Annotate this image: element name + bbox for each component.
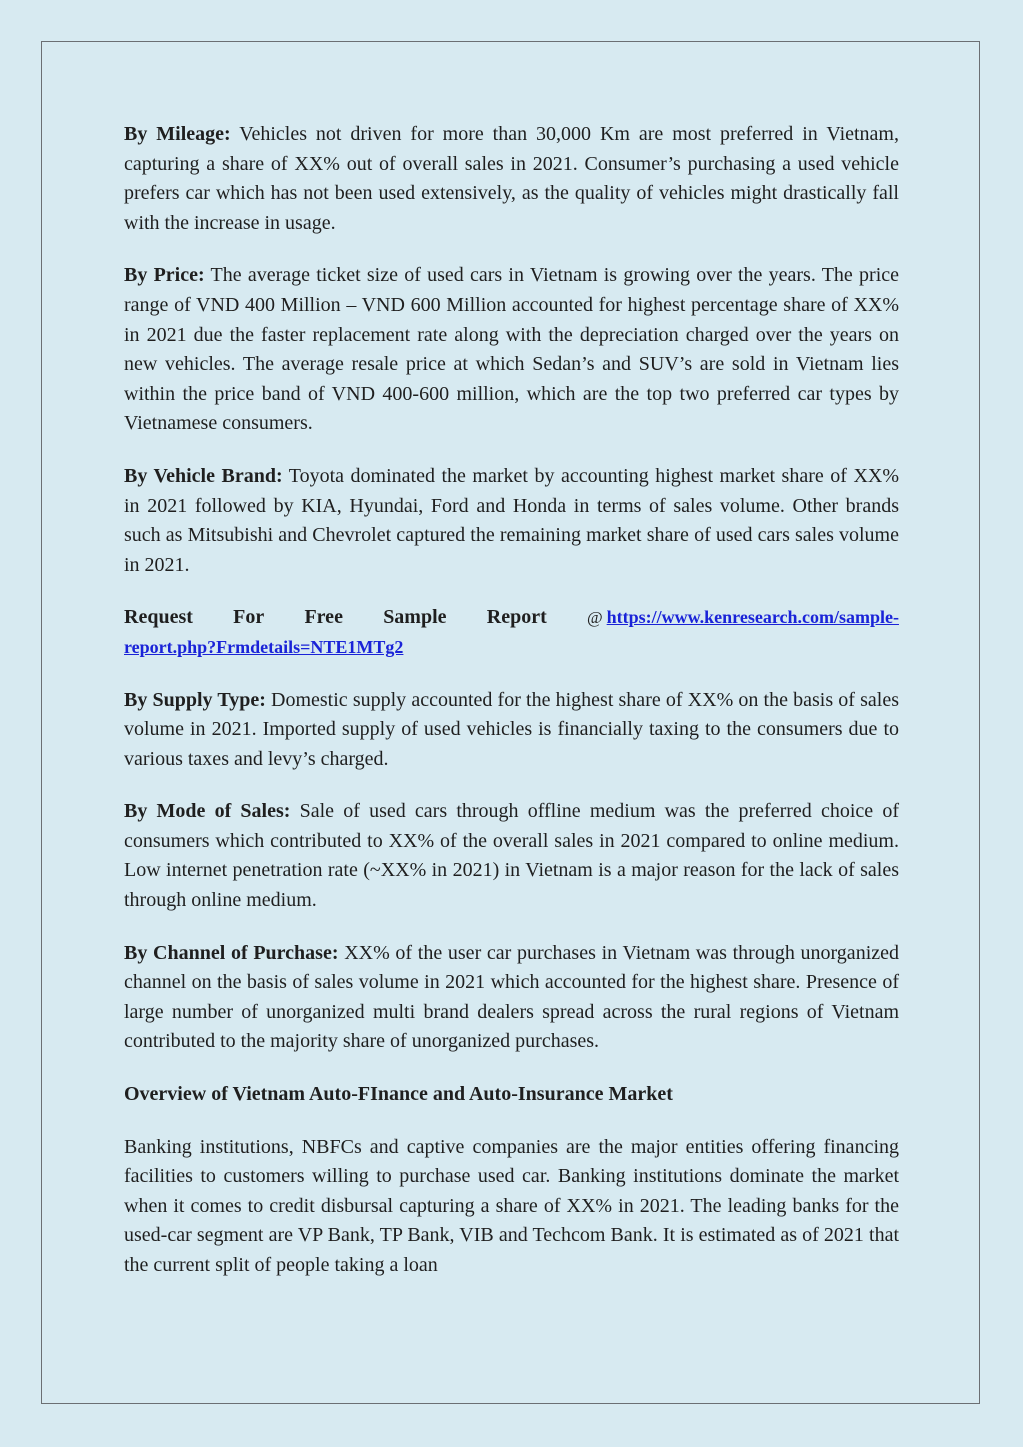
text-by-price: The average ticket size of used cars in Vietnam is growing over the years. The price range of VND 400 Million – VND 600 Million accounted for highest percentage share of XX% in 2021 due the faster replacement rate along with the depreciation charged over the years on new vehicles. The average resale price at which Sedan’s and SUV’s are sold in Vietnam lies within the price band of VND 400-600 million, which are the top two preferred car types by Vietnamese consumers. xyxy=(124,264,899,435)
label-by-supply-type: By Supply Type: xyxy=(124,688,266,711)
text-by-supply-type: Domestic supply accounted for the highest share of XX% on the basis of sales volume in 2021. Imported supply of used vehicles is financially taxing to the consumers due to various taxes and levy’s charged. xyxy=(124,688,899,770)
label-by-mode-of-sales: By Mode of Sales: xyxy=(124,800,291,823)
at-symbol: @ xyxy=(586,608,603,628)
request-link-group xyxy=(587,603,899,633)
label-by-channel-of-purchase: By Channel of Purchase: xyxy=(124,941,339,964)
text-by-mileage: Vehicles not driven for more than 30,000 Km are most preferred in Vietnam, capturing a share of XX% out of overall sales in 2021. Consumer’s purchasing a used vehicle prefers car which has not been used extensively, as the quality of vehicles might drastically fall with the increase in usage. xyxy=(124,123,899,234)
document-body xyxy=(124,120,899,1304)
request-word: Sample xyxy=(383,606,447,629)
request-line-1 xyxy=(124,603,899,633)
paragraph-by-supply-type xyxy=(124,686,899,775)
sample-report-link-part2[interactable]: report.php?Frmdetails=NTE1MTg2 xyxy=(124,636,404,657)
label-by-mileage: By Mileage: xyxy=(124,123,231,145)
label-by-price: By Price: xyxy=(124,264,205,287)
request-word: Free xyxy=(304,606,343,629)
paragraph-by-vehicle-brand xyxy=(124,462,899,580)
request-word: For xyxy=(233,606,265,629)
paragraph-auto-finance: Banking institutions, NBFCs and captive companies are the major entities offering financing facilities to customers willing to purchase used car. Banking institutions dominate the market when it comes to credit disbursal capturing a share of XX% in 2021. The leading banks for the used-car segment are VP Bank, TP Bank, VIB and Techcom Bank. It is estimated as of 2021 that the current split of people taking a loan xyxy=(124,1135,899,1276)
request-line-2 xyxy=(124,633,899,663)
paragraph-by-channel-of-purchase xyxy=(124,939,899,1057)
text-by-mode-of-sales: Sale of used cars through offline medium was the preferred choice of consumers which contributed to XX% of the overall sales in 2021 compared to online medium. Low internet penetration rate (~XX% in 2021) in Vietnam is a major reason for the lack of sales through online medium. xyxy=(124,800,899,912)
text-by-channel-of-purchase: XX% of the user car purchases in Vietnam was through unorganized channel on the basis of sales volume in 2021 which accounted for the highest share. Presence of large number of unorganized multi brand dealers spread across the rural regions of Vietnam contributed to the majority share of unorganized purchases. xyxy=(124,941,899,1053)
request-word: Request xyxy=(124,606,193,629)
request-word: Report xyxy=(486,606,547,629)
paragraph-by-mileage xyxy=(124,120,899,238)
section-heading: Overview of Vietnam Auto-FInance and Auto-Insurance Market xyxy=(124,1083,673,1106)
paragraph-by-price xyxy=(124,261,899,439)
label-by-vehicle-brand: By Vehicle Brand: xyxy=(124,464,283,487)
text-by-vehicle-brand: Toyota dominated the market by accounting highest market share of XX% in 2021 followed by KIA, Hyundai, Ford and Honda in terms of sales volume. Other brands such as Mitsubishi and Chevrolet captured the remaining market share of used cars sales volume in 2021. xyxy=(124,464,899,576)
sample-report-link-part1[interactable]: https://www.kenresearch.com/sample- xyxy=(606,607,899,628)
sample-report-request xyxy=(124,603,899,662)
paragraph-by-mode-of-sales xyxy=(124,797,899,915)
